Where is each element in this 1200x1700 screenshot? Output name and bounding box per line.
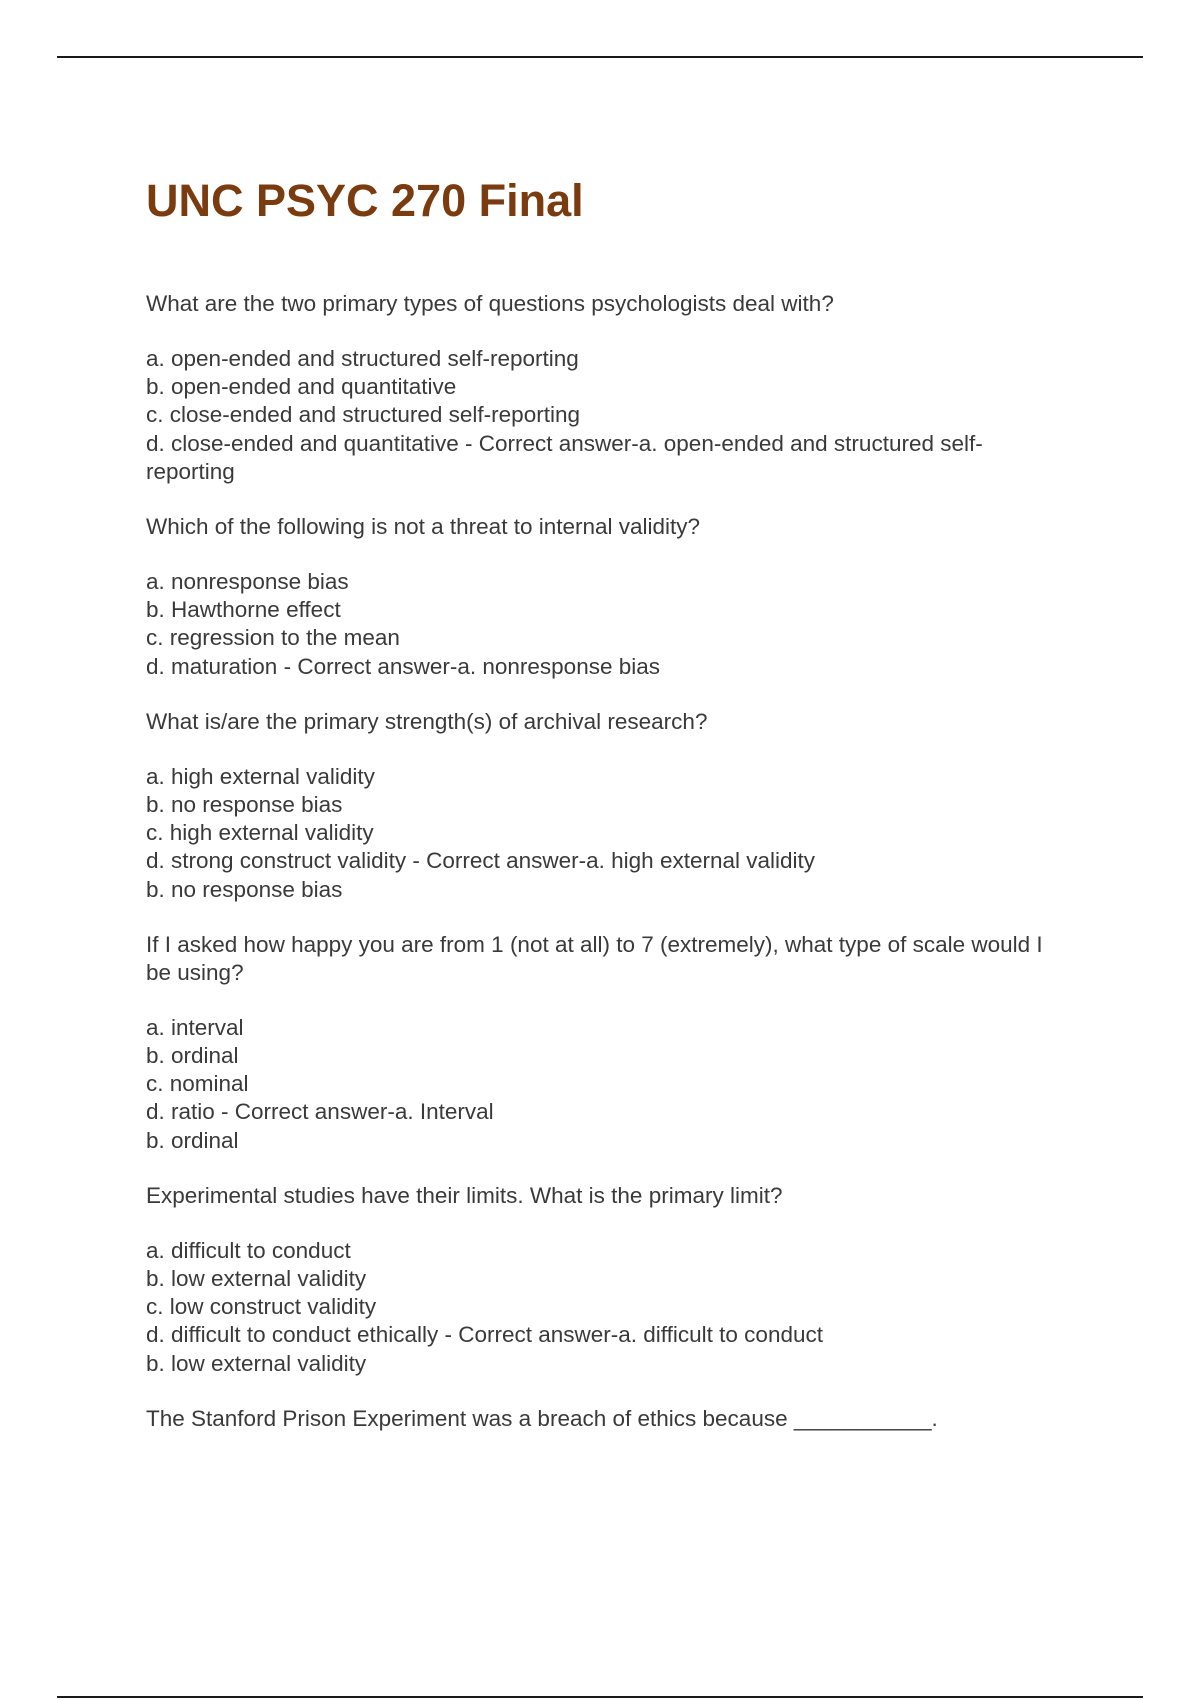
- question-text: What are the two primary types of questions psychologists deal with?: [146, 291, 834, 316]
- option-item: c. high external validity: [146, 820, 374, 846]
- option-item: a. nonresponse bias: [146, 569, 349, 595]
- option-item: d. strong construct validity - Correct answer-a. high external validity: [146, 848, 816, 874]
- question-text: What is/are the primary strength(s) of archival research?: [146, 708, 708, 734]
- question-text: If I asked how happy you are from 1 (not at all) to 7 (extremely), what type of scale would I be using?: [146, 931, 1043, 985]
- option-item: b. low external validity: [146, 1350, 367, 1376]
- option-item: c. nominal: [146, 1071, 249, 1097]
- question-block: [146, 513, 1066, 681]
- question-list: [146, 290, 1066, 1433]
- option-item: b. no response bias: [146, 792, 343, 818]
- option-item: d. ratio - Correct answer-a. Interval: [146, 1099, 494, 1125]
- option-item: c. regression to the mean: [146, 625, 400, 651]
- option-item: b. open-ended and quantitative: [146, 374, 457, 400]
- question-text: The Stanford Prison Experiment was a breach of ethics because ___________.: [146, 1405, 938, 1431]
- option-item: c. low construct validity: [146, 1294, 377, 1320]
- document-title: UNC PSYC 270 Final: [146, 175, 584, 226]
- question-block: [146, 931, 1066, 1155]
- question-block: [146, 708, 1066, 904]
- option-list: [146, 345, 1066, 486]
- option-list: [146, 1014, 1066, 1155]
- option-item: b. no response bias: [146, 876, 343, 902]
- option-item: a. open-ended and structured self-reporting: [146, 346, 579, 371]
- question-text: Which of the following is not a threat to internal validity?: [146, 514, 701, 540]
- option-list: [146, 568, 1066, 681]
- question-block: [146, 1405, 1066, 1433]
- option-item: b. ordinal: [146, 1127, 239, 1153]
- top-rule: [57, 56, 1143, 58]
- option-list: [146, 1237, 1066, 1378]
- option-item: b. ordinal: [146, 1043, 239, 1069]
- option-item: c. close-ended and structured self-reporting: [146, 402, 580, 428]
- option-item: a. difficult to conduct: [146, 1237, 351, 1263]
- bottom-rule: [57, 1696, 1143, 1698]
- option-item: d. difficult to conduct ethically - Correct answer-a. difficult to conduct: [146, 1322, 823, 1348]
- question-block: [146, 290, 1066, 486]
- question-block: [146, 1182, 1066, 1378]
- question-text: Experimental studies have their limits. What is the primary limit?: [146, 1182, 783, 1208]
- document-body: [146, 168, 1066, 1460]
- option-item: d. close-ended and quantitative - Correct answer-a. open-ended and structured self-reporting: [146, 430, 983, 484]
- option-list: [146, 763, 1066, 904]
- option-item: b. Hawthorne effect: [146, 597, 341, 623]
- option-item: a. interval: [146, 1014, 244, 1040]
- option-item: d. maturation - Correct answer-a. nonresponse bias: [146, 653, 660, 679]
- option-item: a. high external validity: [146, 763, 375, 789]
- option-item: b. low external validity: [146, 1266, 367, 1292]
